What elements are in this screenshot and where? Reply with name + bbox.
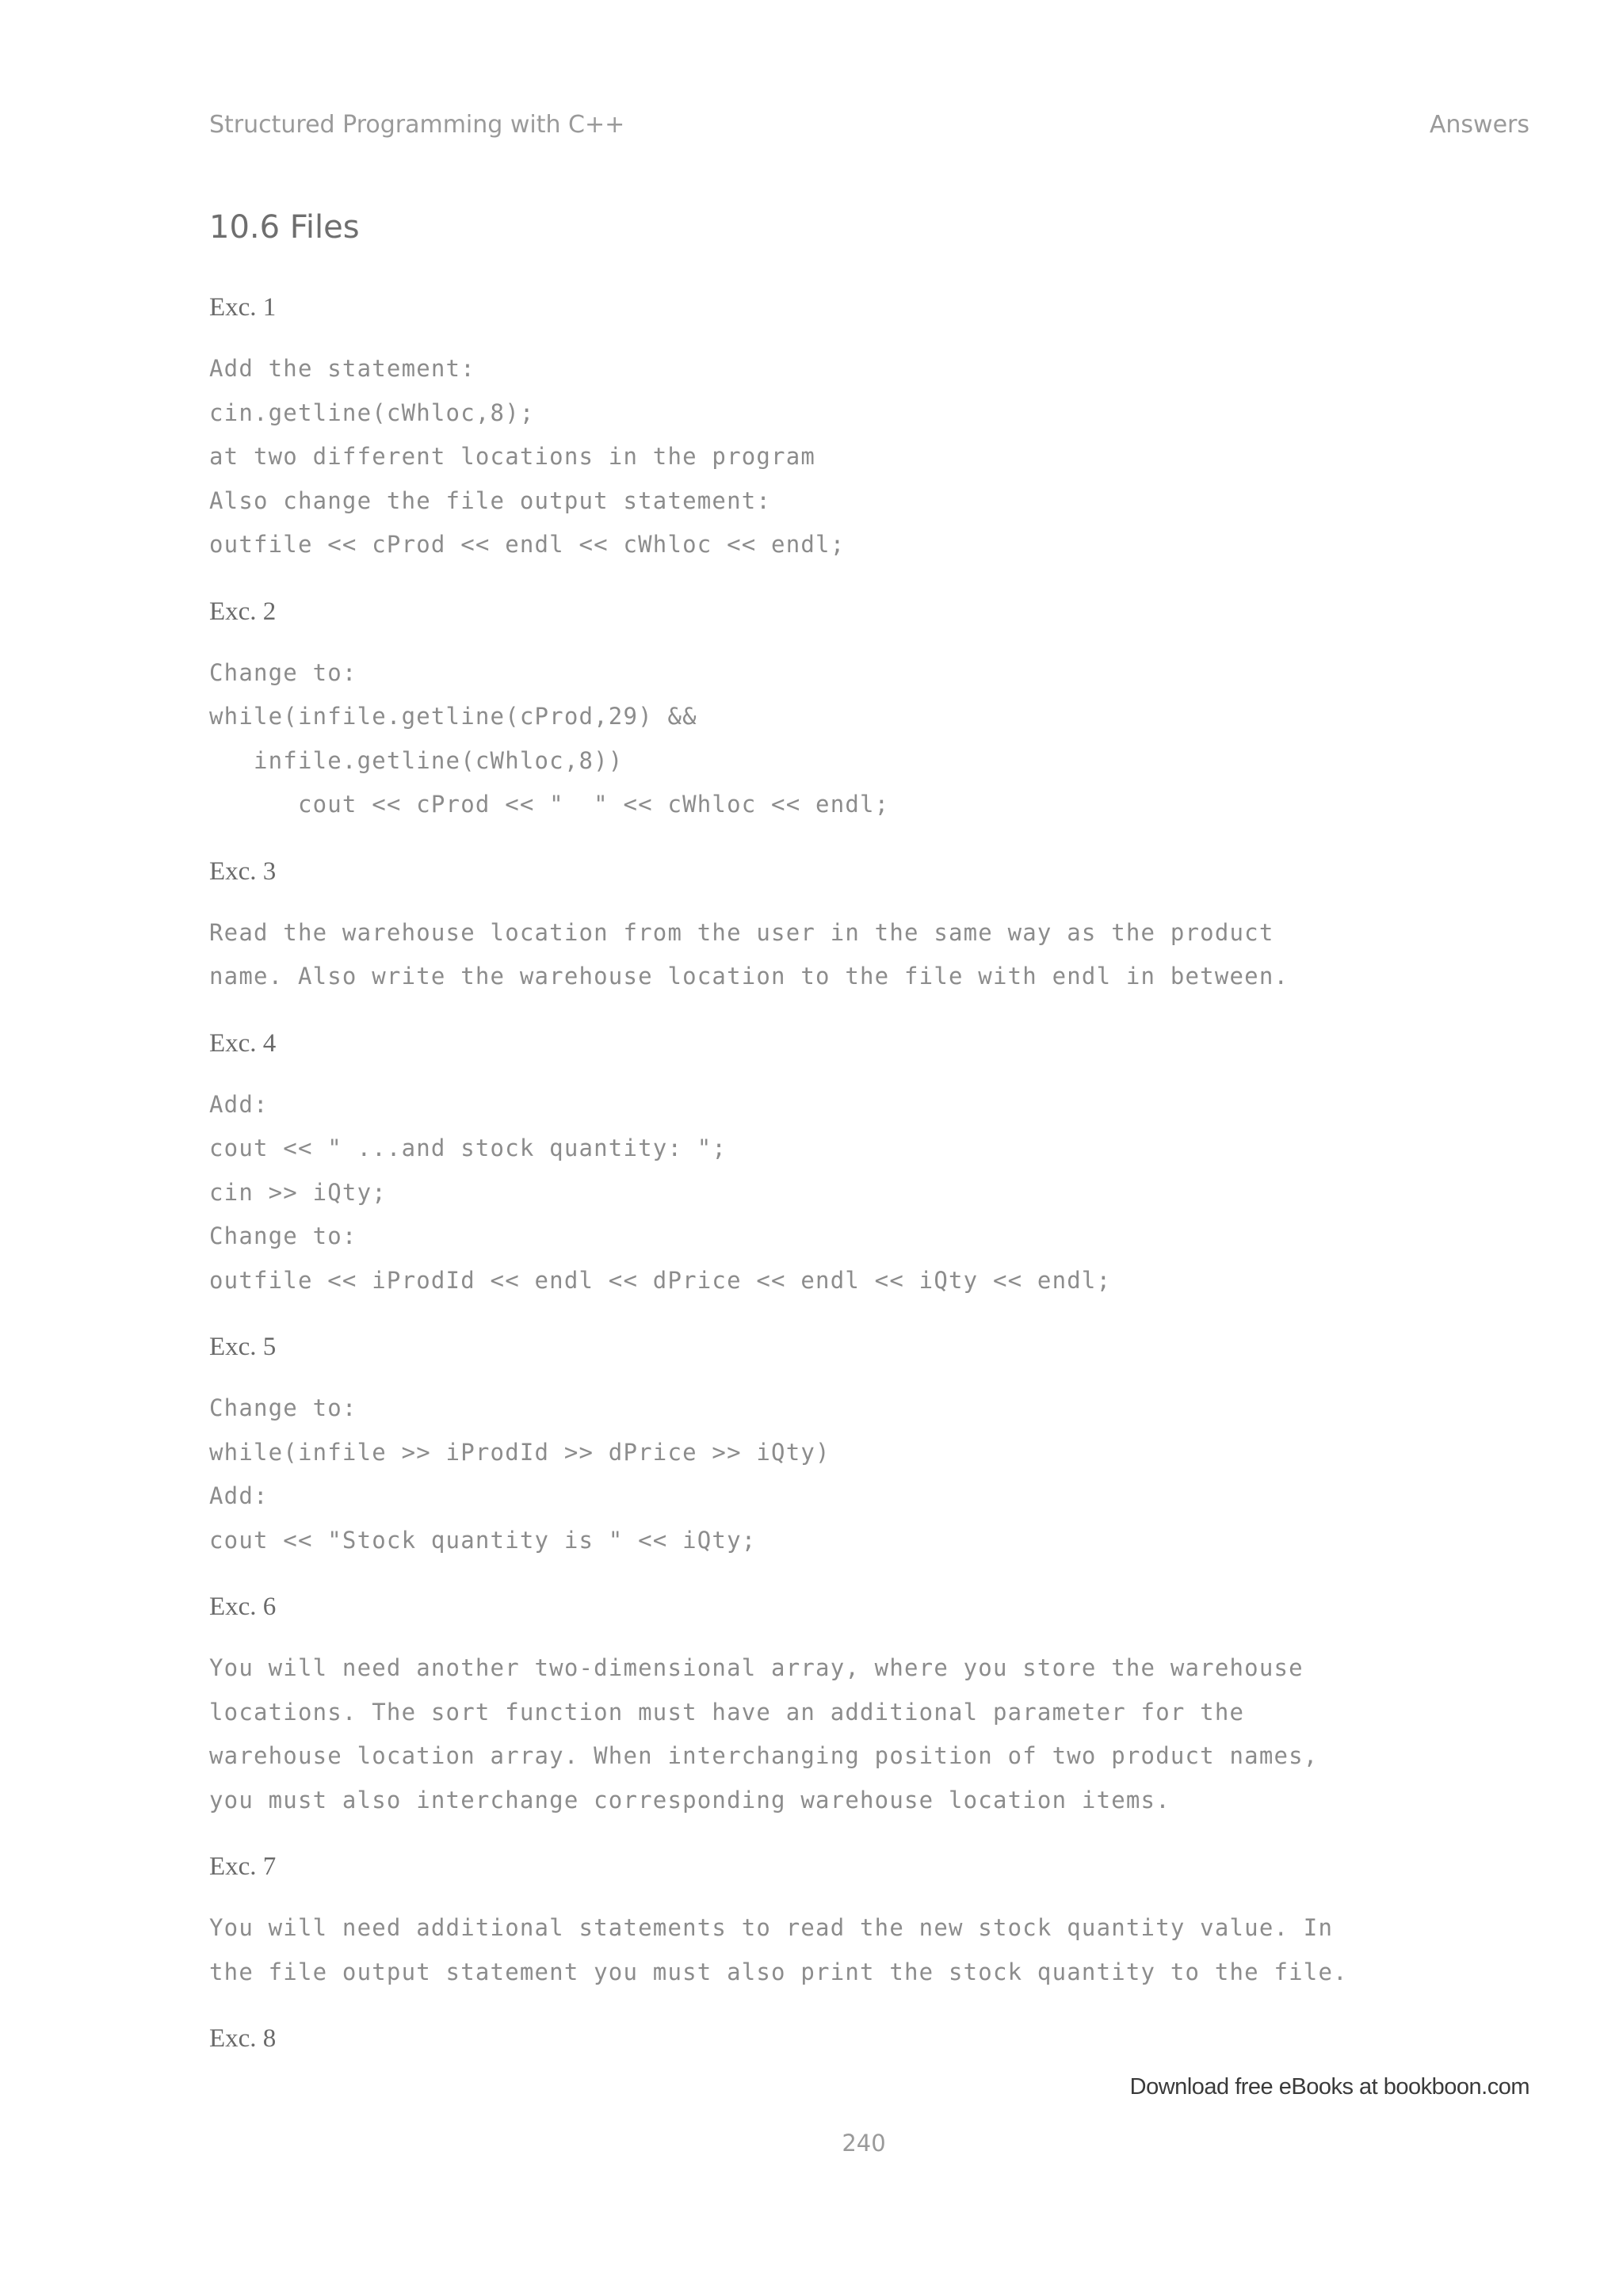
exercise-answer: [209, 347, 1533, 567]
answer-line: you must also interchange corresponding warehouse location items.: [209, 1786, 1170, 1814]
answer-line: Add the statement:: [209, 355, 475, 382]
answer-line: name. Also write the warehouse location to the file with endl in between.: [209, 963, 1289, 990]
exercise-3: [209, 856, 1533, 999]
exercise-5: [209, 1331, 1533, 1562]
answer-line: Also change the file output statement:: [209, 486, 772, 514]
exercise-heading: Exc. 1: [209, 293, 277, 322]
page-number: 240: [842, 2130, 886, 2157]
answer-line: while(infile.getline(cProd,29) &&: [209, 703, 697, 730]
running-header-book-title: Structured Programming with C++: [209, 111, 625, 139]
answer-line: while(infile >> iProdId >> dPrice >> iQty): [209, 1438, 831, 1466]
answer-line: warehouse location array. When interchanging position of two product names,: [209, 1742, 1319, 1769]
exercise-answer: [209, 651, 1533, 827]
exercise-answer: [209, 1646, 1533, 1822]
answer-line: You will need additional statements to read the new stock quantity value. In: [209, 1914, 1334, 1941]
exercise-1: [209, 292, 1533, 567]
answer-line: You will need another two-dimensional array, where you store the warehouse: [209, 1654, 1304, 1681]
exercise-4: [209, 1028, 1533, 1303]
exercise-answer: [209, 1906, 1533, 1994]
answer-line: Read the warehouse location from the user in the same way as the product: [209, 918, 1274, 946]
exercise-heading: Exc. 5: [209, 1333, 277, 1361]
exercise-heading: Exc. 8: [209, 2024, 277, 2053]
answer-line: infile.getline(cWhloc,8)): [209, 746, 624, 774]
exercise-2: [209, 596, 1533, 827]
answer-line: Add:: [209, 1482, 269, 1509]
answer-line: cin.getline(cWhloc,8);: [209, 399, 535, 426]
exercise-heading: Exc. 7: [209, 1852, 277, 1881]
answer-line: the file output statement you must also print the stock quantity to the file.: [209, 1958, 1348, 1985]
exercise-heading: Exc. 3: [209, 856, 277, 886]
exercise-answer: [209, 1386, 1533, 1562]
answer-line: Add:: [209, 1090, 269, 1118]
section-title: 10.6 Files: [209, 209, 360, 246]
answer-line: locations. The sort function must have an additional parameter for the: [209, 1698, 1245, 1726]
exercise-7: [209, 1851, 1533, 1994]
exercise-answer: [209, 1083, 1533, 1303]
answer-line: cout << " ...and stock quantity: ";: [209, 1135, 727, 1161]
footer-download-link[interactable]: Download free eBooks at bookboon.com: [1129, 2074, 1529, 2100]
answer-line: Change to:: [209, 1222, 357, 1249]
exercise-8: [209, 2023, 1533, 2054]
exercise-answer: [209, 911, 1533, 999]
exercise-heading: Exc. 4: [209, 1028, 277, 1058]
exercise-6: [209, 1591, 1533, 1822]
answer-line: cin >> iQty;: [209, 1178, 387, 1206]
answer-line: outfile << iProdId << endl << dPrice << endl << iQty << endl;: [209, 1266, 1112, 1294]
answer-line: Change to:: [209, 1394, 357, 1421]
exercise-heading: Exc. 6: [209, 1592, 277, 1621]
answer-line: at two different locations in the program: [209, 443, 816, 470]
answer-line: cout << "Stock quantity is " << iQty;: [209, 1526, 757, 1554]
exercise-heading: Exc. 2: [209, 597, 277, 626]
answer-line: Change to:: [209, 658, 357, 686]
page-content: [209, 204, 1533, 2078]
answer-line: outfile << cProd << endl << cWhloc << endl;: [209, 531, 846, 558]
running-header-chapter: Answers: [1429, 111, 1529, 139]
answer-line: cout << cProd << " " << cWhloc << endl;: [209, 791, 890, 818]
